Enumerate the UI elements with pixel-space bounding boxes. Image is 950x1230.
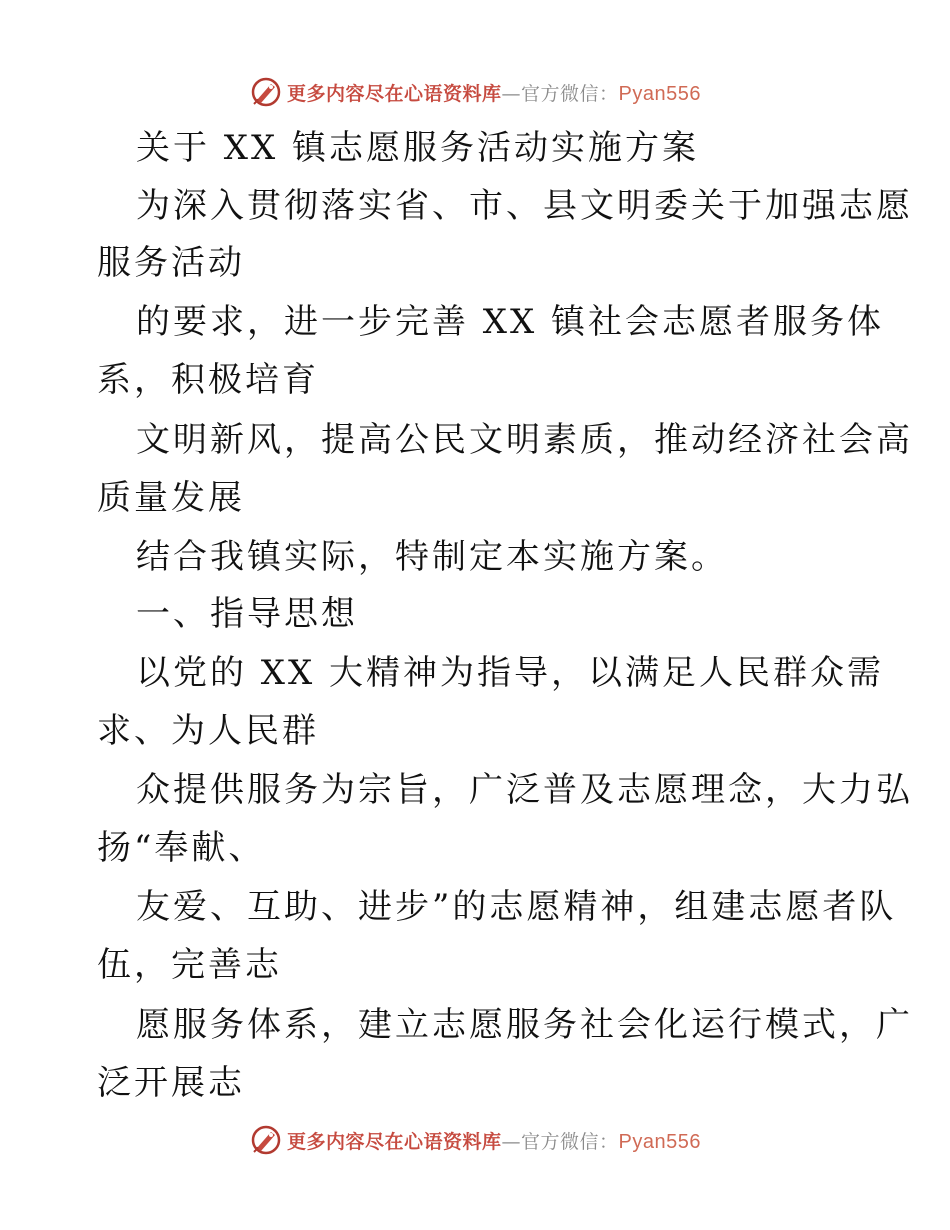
paragraph-line: 伍，完善志 xyxy=(97,945,282,985)
banner-sub-text: 官方微信： xyxy=(521,1130,619,1153)
paragraph-line: 结合我镇实际，特制定本实施方案。 xyxy=(136,537,728,577)
paragraph-line: 系，积极培育 xyxy=(97,360,319,400)
pen-logo-icon xyxy=(249,75,283,109)
banner-main-text: 更多内容尽在心语资料库 xyxy=(287,82,502,105)
footer-banner xyxy=(0,1120,950,1160)
paragraph-line: 愿服务体系，建立志愿服务社会化运行模式，广 xyxy=(136,1005,913,1045)
paragraph-line: 质量发展 xyxy=(97,478,245,518)
banner-sub-text: 官方微信： xyxy=(521,82,619,105)
banner-wechat-id: Pyan556 xyxy=(618,82,701,105)
paragraph-line: 友爱、互助、进步”的志愿精神，组建志愿者队 xyxy=(136,887,897,927)
paragraph-line: 以党的 XX 大精神为指导，以满足人民群众需 xyxy=(136,653,885,693)
banner-wechat-id: Pyan556 xyxy=(618,1130,701,1153)
pen-logo-icon xyxy=(249,1123,283,1157)
paragraph-line: 众提供服务为宗旨，广泛普及志愿理念，大力弘 xyxy=(136,770,913,810)
header-banner xyxy=(0,72,950,112)
paragraph-line: 泛开展志 xyxy=(97,1063,245,1103)
banner-label xyxy=(287,79,701,106)
paragraph-line: 文明新风，提高公民文明素质，推动经济社会高 xyxy=(136,420,913,460)
section-heading: 一、指导思想 xyxy=(136,594,358,634)
paragraph-line: 求、为人民群 xyxy=(97,711,319,751)
paragraph-line: 扬“奉献、 xyxy=(97,828,266,868)
document-title: 关于 XX 镇志愿服务活动实施方案 xyxy=(136,128,700,168)
banner-main-text: 更多内容尽在心语资料库 xyxy=(287,1130,502,1153)
paragraph-line: 服务活动 xyxy=(97,243,245,283)
banner-label xyxy=(287,1127,701,1154)
paragraph-line: 为深入贯彻落实省、市、县文明委关于加强志愿 xyxy=(136,186,913,226)
paragraph-line: 的要求，进一步完善 XX 镇社会志愿者服务体 xyxy=(136,302,885,342)
banner-separator: — xyxy=(501,1130,522,1153)
banner-separator: — xyxy=(501,82,522,105)
